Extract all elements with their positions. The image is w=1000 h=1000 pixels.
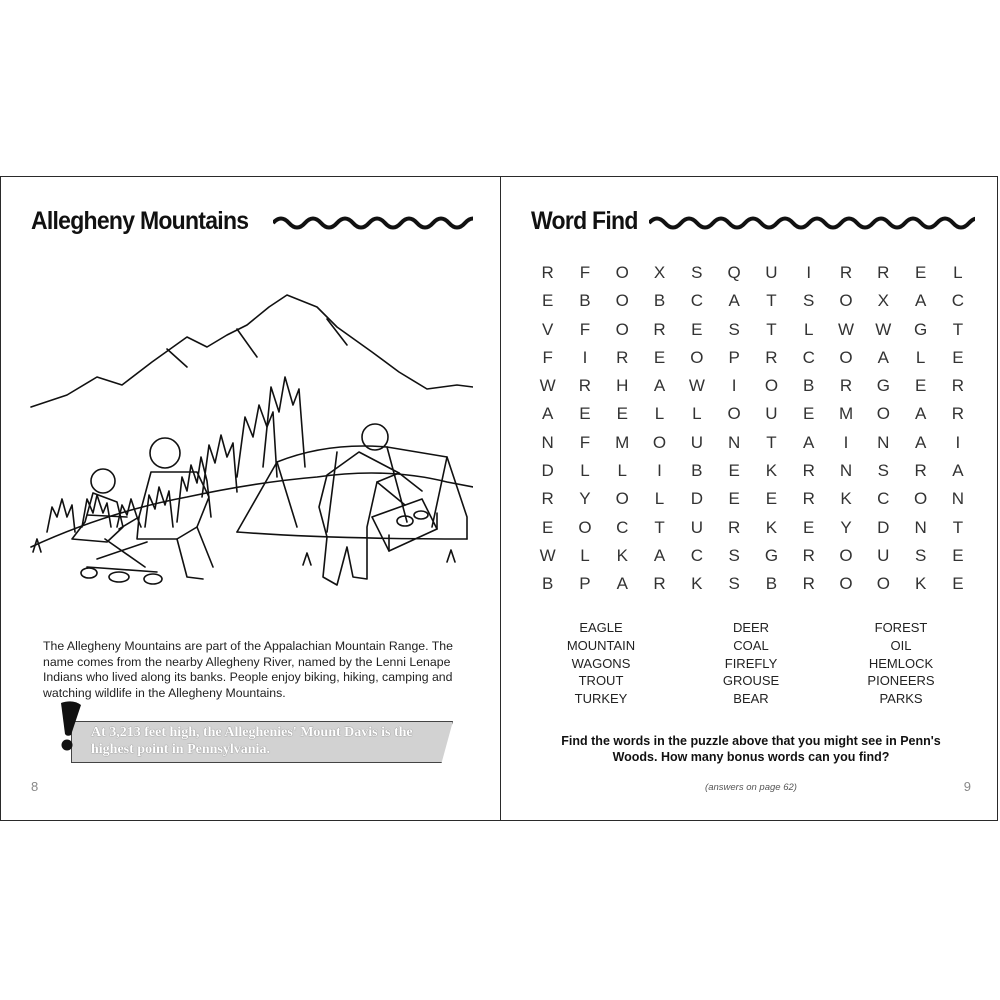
grid-letter: B	[765, 574, 778, 594]
grid-row	[529, 570, 977, 598]
grid-letter: K	[765, 517, 778, 537]
grid-letter: U	[877, 545, 890, 565]
grid-letter: U	[765, 404, 778, 424]
grid-letter: K	[691, 574, 703, 594]
grid-letter: R	[839, 376, 853, 396]
grid-letter: B	[653, 291, 666, 311]
grid-letter: O	[764, 376, 779, 396]
grid-letter: E	[541, 517, 554, 537]
grid-letter: R	[914, 461, 927, 481]
grid-letter: X	[653, 263, 666, 282]
left-page-title: Allegheny Mountains	[31, 207, 249, 235]
grid-letter: X	[877, 291, 889, 311]
grid-letter: O	[727, 404, 741, 424]
grid-letter: L	[654, 489, 665, 509]
grid-letter: O	[578, 517, 592, 537]
word-list-item: BEAR	[733, 691, 769, 707]
grid-letter: E	[914, 263, 927, 282]
grid-letter: K	[616, 545, 628, 565]
puzzle-instructions: Find the words in the puzzle above that you might see in Penn's Woods. How many bonus words can you find?	[561, 734, 941, 764]
grid-letter: N	[951, 489, 965, 509]
grid-letter: K	[765, 461, 778, 481]
grid-letter: Q	[727, 263, 741, 282]
grid-letter: O	[839, 347, 853, 367]
wavy-line-ornament-icon	[649, 211, 975, 233]
grid-letter: R	[802, 545, 815, 565]
grid-letter: T	[766, 291, 777, 311]
grid-letter: T	[766, 432, 777, 452]
grid-letter: O	[615, 319, 629, 339]
wavy-line-ornament-icon	[273, 211, 473, 233]
grid-letter: B	[579, 291, 591, 311]
grid-letter: L	[915, 347, 926, 367]
grid-letter: O	[876, 404, 890, 424]
grid-letter: R	[578, 376, 592, 396]
page-number: 9	[963, 779, 971, 794]
grid-letter: R	[653, 574, 666, 594]
grid-letter: E	[952, 574, 964, 594]
grid-letter: L	[617, 461, 627, 481]
grid-letter: O	[839, 574, 853, 594]
grid-letter: E	[803, 404, 815, 424]
word-list-item: FIREFLY	[724, 655, 778, 671]
grid-letter: E	[765, 489, 778, 509]
grid-letter: I	[657, 461, 662, 481]
grid-letter: O	[876, 574, 890, 594]
grid-letter: A	[914, 291, 927, 311]
grid-letter: C	[877, 489, 890, 509]
grid-row	[529, 316, 977, 344]
grid-letter: A	[616, 574, 628, 594]
word-list-column-3	[821, 619, 981, 708]
grid-letter: U	[690, 517, 703, 537]
grid-letter: I	[843, 432, 849, 452]
grid-letter: M	[838, 404, 854, 424]
word-list-item: PIONEERS	[867, 673, 935, 689]
grid-letter: R	[616, 347, 629, 367]
grid-letter: A	[728, 291, 740, 311]
grid-letter: L	[580, 461, 590, 481]
grid-letter: F	[579, 319, 591, 339]
word-list-item: FOREST	[874, 620, 928, 635]
fact-callout	[39, 701, 459, 763]
grid-letter: E	[952, 347, 964, 367]
exclamation-mark-icon	[55, 701, 85, 753]
grid-letter: N	[914, 517, 927, 537]
grid-letter: R	[802, 489, 815, 509]
grid-letter: S	[691, 263, 703, 282]
grid-letter: E	[728, 489, 740, 509]
answers-note: (answers on page 62)	[705, 782, 797, 793]
grid-letter: A	[541, 404, 554, 424]
grid-letter: S	[803, 291, 815, 311]
grid-letter: G	[914, 319, 928, 339]
grid-letter: Y	[840, 517, 852, 537]
grid-letter: U	[765, 263, 778, 282]
grid-letter: C	[690, 291, 703, 311]
grid-letter: E	[728, 461, 740, 481]
word-list-item: COAL	[733, 637, 769, 653]
grid-letter: E	[914, 376, 927, 396]
word-list-item: TROUT	[578, 673, 624, 689]
word-list-item: TURKEY	[574, 691, 628, 707]
word-list-item: OIL	[890, 637, 912, 653]
fact-text: At 3,213 feet high, the Alleghenies' Mount Davis is the highest point in Pennsylvania.	[91, 725, 413, 757]
grid-letter: N	[839, 461, 853, 481]
grid-letter: A	[952, 461, 964, 481]
grid-letter: R	[727, 517, 741, 537]
grid-letter: S	[877, 461, 889, 481]
grid-letter: N	[727, 432, 741, 452]
grid-letter: F	[579, 263, 591, 282]
grid-letter: R	[541, 263, 554, 282]
grid-letter: P	[728, 347, 740, 367]
word-list-column-1	[521, 619, 681, 708]
word-list-item: HEMLOCK	[868, 655, 934, 671]
grid-letter: R	[541, 489, 554, 509]
grid-letter: I	[806, 263, 812, 282]
grid-letter: T	[952, 319, 964, 339]
grid-letter: L	[953, 263, 963, 282]
grid-letter: R	[877, 263, 890, 282]
grid-letter: T	[952, 517, 964, 537]
grid-letter: R	[765, 347, 778, 367]
word-search-grid	[529, 259, 977, 599]
grid-letter: A	[653, 376, 666, 396]
page-number: 8	[31, 779, 39, 794]
grid-letter: R	[839, 263, 853, 282]
grid-letter: P	[579, 574, 591, 594]
grid-letter: A	[914, 404, 927, 424]
grid-letter: K	[914, 574, 927, 594]
grid-row	[529, 429, 977, 457]
grid-letter: D	[877, 517, 890, 537]
grid-letter: W	[539, 376, 556, 396]
grid-letter: H	[616, 376, 629, 396]
grid-letter: E	[952, 545, 964, 565]
grid-letter: L	[803, 319, 814, 339]
grid-letter: L	[580, 545, 590, 565]
grid-letter: W	[838, 319, 855, 339]
grid-letter: E	[541, 291, 554, 311]
grid-letter: A	[653, 545, 666, 565]
grid-letter: R	[951, 376, 965, 396]
grid-letter: O	[615, 489, 629, 509]
grid-letter: E	[616, 404, 628, 424]
grid-row	[529, 457, 977, 485]
word-list-item: GROUSE	[722, 673, 780, 689]
grid-letter: G	[876, 376, 890, 396]
grid-letter: I	[955, 432, 961, 452]
right-page-title: Word Find	[531, 207, 638, 235]
grid-letter: L	[654, 404, 665, 424]
grid-letter: Y	[579, 489, 591, 509]
grid-letter: E	[579, 404, 591, 424]
camping-illustration	[27, 277, 473, 617]
grid-row	[529, 542, 977, 570]
grid-letter: F	[579, 432, 591, 452]
grid-letter: U	[690, 432, 703, 452]
grid-row	[529, 344, 977, 372]
grid-letter: A	[803, 432, 815, 452]
grid-letter: W	[875, 319, 892, 339]
word-list-item: DEER	[732, 620, 770, 635]
right-page	[501, 177, 999, 820]
grid-row	[529, 259, 977, 287]
grid-letter: O	[615, 263, 629, 282]
grid-letter: R	[951, 404, 965, 424]
grid-row	[529, 287, 977, 315]
grid-letter: G	[764, 545, 779, 565]
grid-letter: C	[616, 517, 629, 537]
grid-letter: O	[839, 545, 853, 565]
word-list-item: MOUNTAIN	[566, 637, 636, 653]
grid-letter: R	[653, 319, 666, 339]
grid-letter: I	[582, 347, 588, 367]
grid-letter: B	[691, 461, 703, 481]
grid-letter: M	[615, 432, 630, 452]
grid-letter: A	[914, 432, 927, 452]
grid-letter: O	[690, 347, 704, 367]
grid-letter: D	[690, 489, 703, 509]
grid-letter: R	[802, 461, 815, 481]
grid-letter: N	[877, 432, 890, 452]
grid-letter: A	[877, 347, 889, 367]
grid-row	[529, 485, 977, 513]
word-list-item: WAGONS	[571, 655, 631, 671]
grid-letter: E	[803, 517, 815, 537]
word-list-item: PARKS	[879, 691, 923, 707]
grid-letter: I	[731, 376, 737, 396]
left-page	[1, 177, 500, 820]
grid-letter: S	[728, 574, 740, 594]
grid-letter: W	[539, 545, 556, 565]
grid-letter: D	[541, 461, 554, 481]
grid-letter: C	[802, 347, 815, 367]
grid-row	[529, 400, 977, 428]
grid-row	[529, 372, 977, 400]
grid-letter: O	[914, 489, 928, 509]
grid-letter: T	[766, 319, 777, 339]
grid-letter: O	[652, 432, 667, 452]
grid-letter: N	[541, 432, 554, 452]
grid-letter: F	[542, 347, 553, 367]
grid-letter: O	[839, 291, 853, 311]
grid-letter: B	[803, 376, 815, 396]
grid-letter: S	[728, 545, 740, 565]
grid-letter: C	[951, 291, 965, 311]
grid-row	[529, 514, 977, 542]
grid-letter: S	[728, 319, 740, 339]
grid-letter: L	[692, 404, 702, 424]
grid-letter: B	[541, 574, 554, 594]
grid-letter: K	[840, 489, 852, 509]
grid-letter: T	[654, 517, 665, 537]
grid-letter: V	[541, 319, 554, 339]
grid-letter: C	[690, 545, 703, 565]
word-list-item: EAGLE	[579, 620, 623, 635]
grid-letter: E	[691, 319, 703, 339]
word-list-column-2	[671, 619, 831, 708]
grid-letter: E	[653, 347, 666, 367]
book-spread	[0, 176, 998, 821]
region-description: The Allegheny Mountains are part of the Appalachian Mountain Range. The name comes from the nearby Allegheny River, named by the Lenni Lenape Indians who lived along its banks. People enjoy biking, hiking, camping and watching wildlife in the Allegheny Mountains.	[43, 639, 453, 700]
grid-letter: O	[615, 291, 629, 311]
grid-letter: W	[688, 376, 705, 396]
grid-letter: S	[914, 545, 927, 565]
grid-letter: R	[802, 574, 815, 594]
